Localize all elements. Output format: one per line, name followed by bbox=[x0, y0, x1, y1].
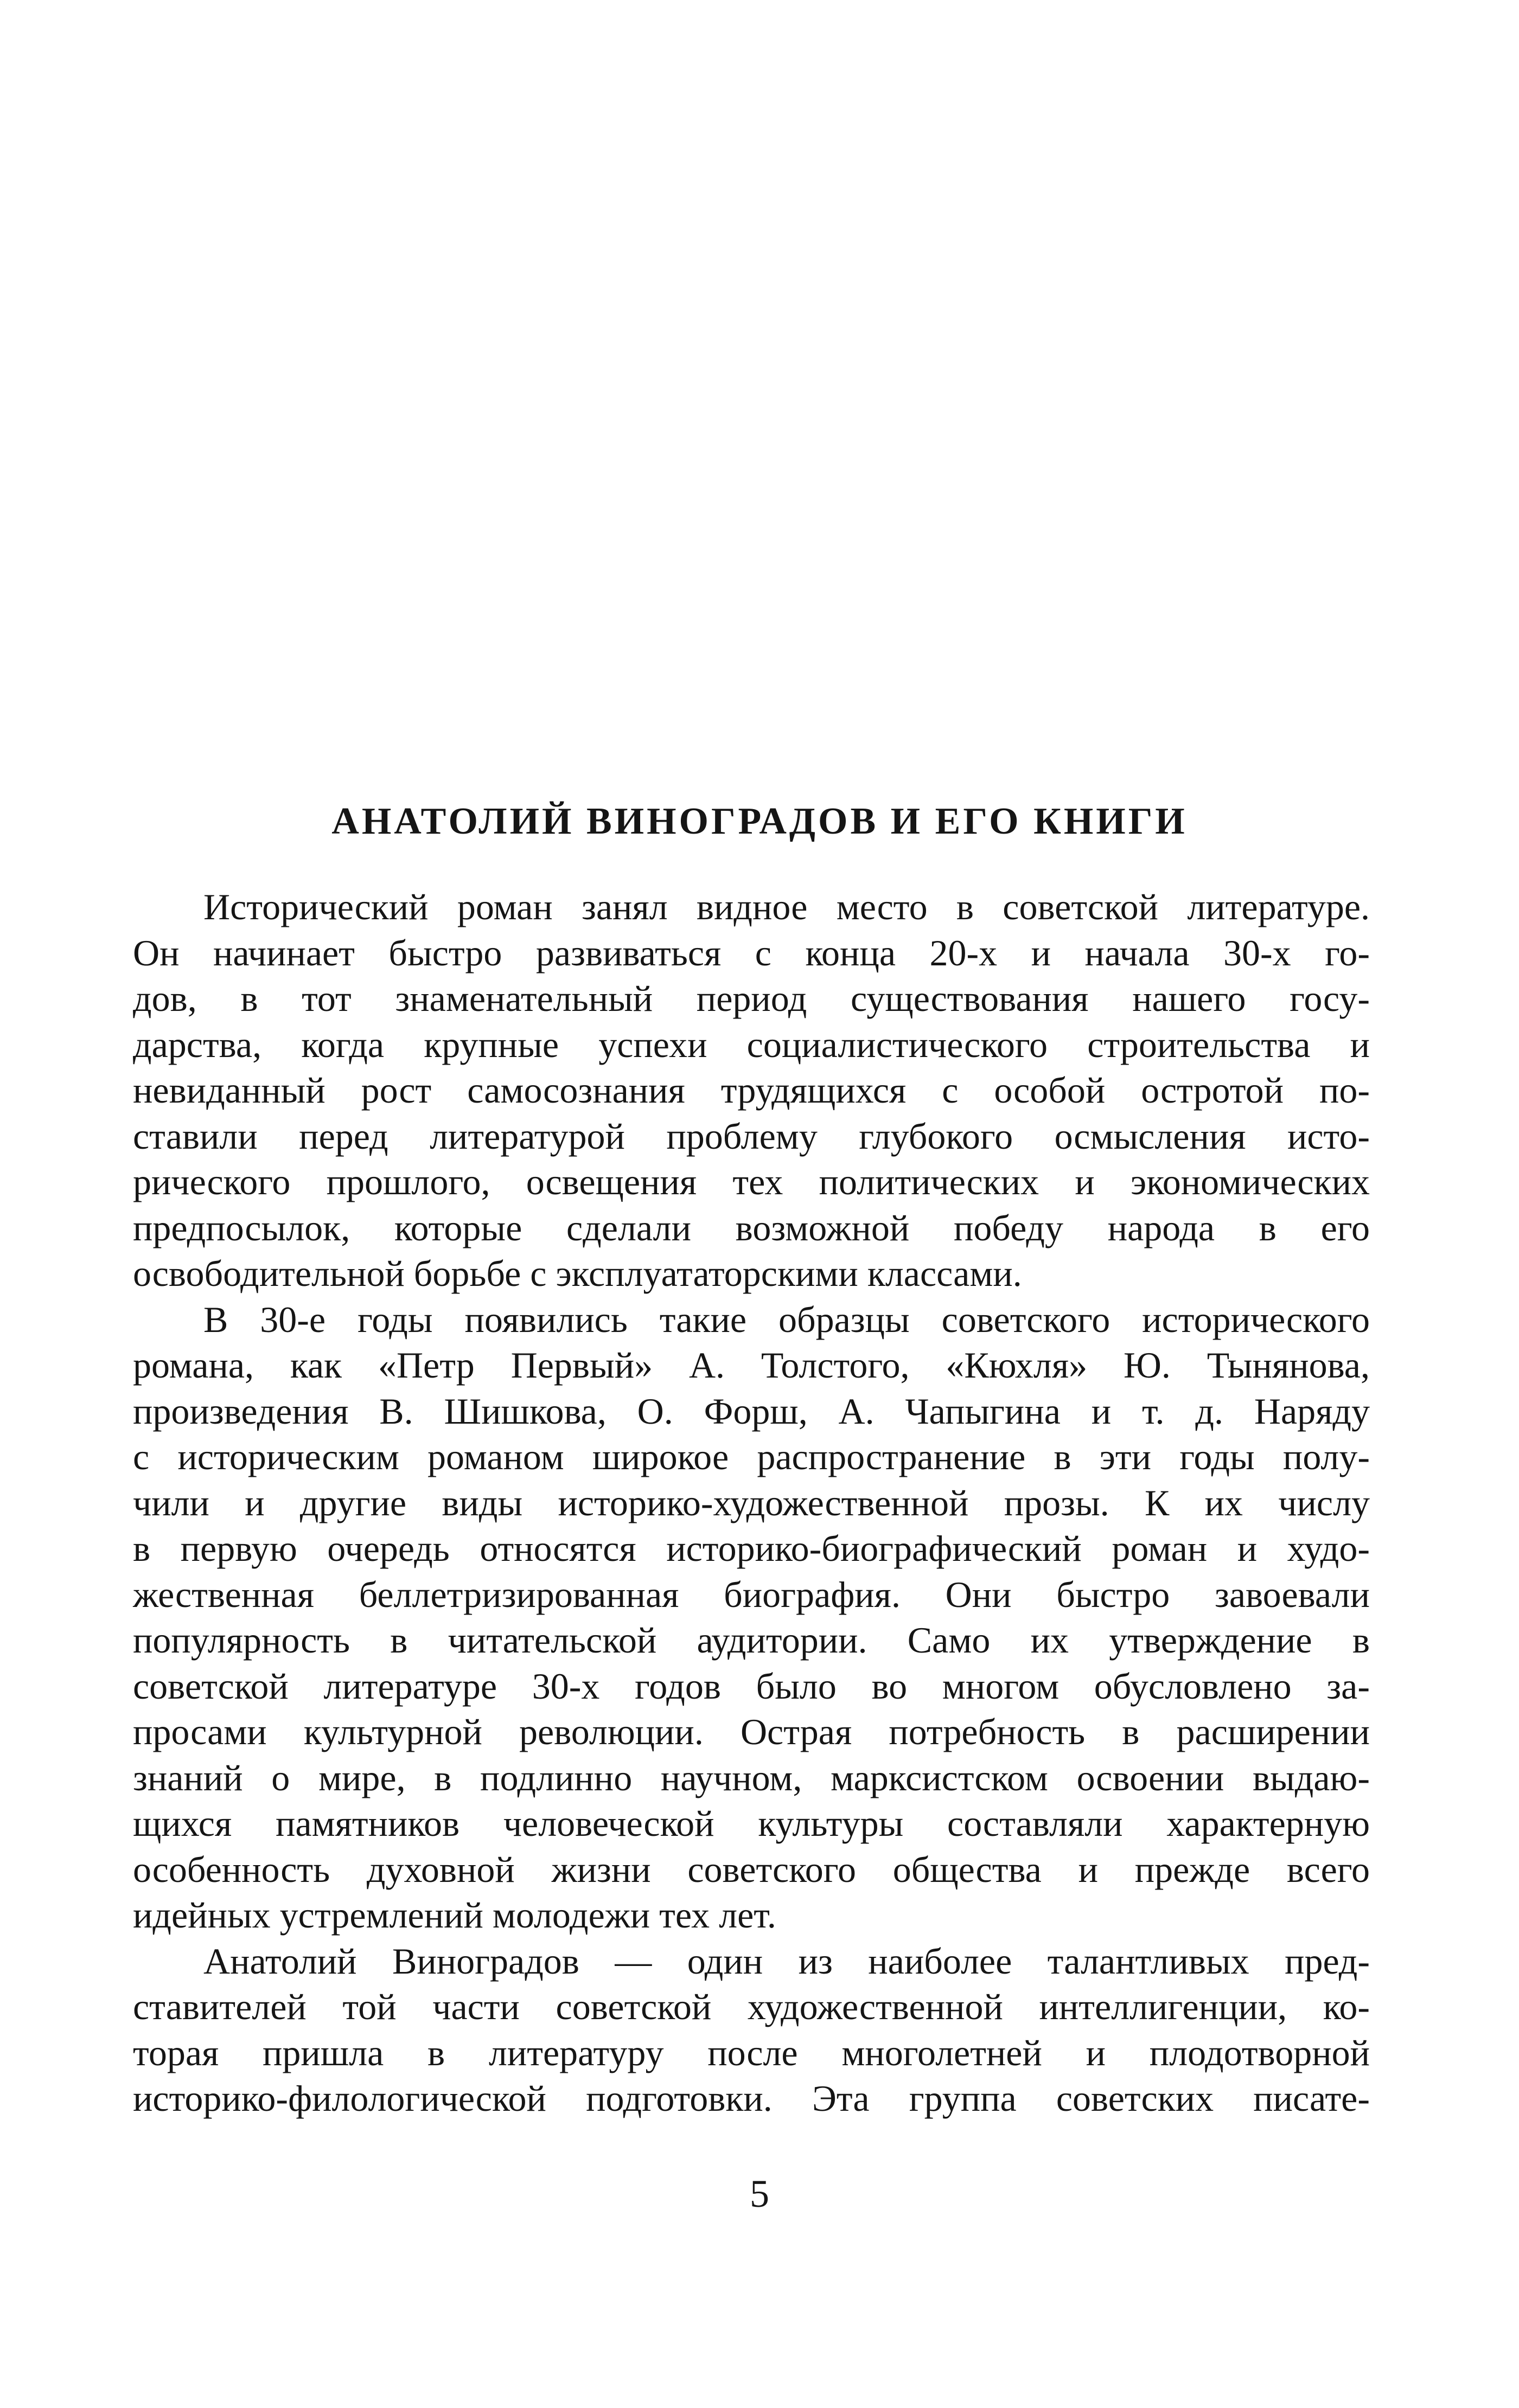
text-line: в первую очередь относятся историко-биографический роман и худо- bbox=[133, 1528, 1370, 1569]
text-line: В 30-е годы появились такие образцы советского исторического bbox=[203, 1298, 1370, 1340]
paragraph bbox=[133, 884, 1370, 1297]
text-line: особенность духовной жизни советского общества и прежде всего bbox=[133, 1848, 1370, 1890]
text-line: предпосылок, которые сделали возможной победу народа в его bbox=[133, 1207, 1370, 1248]
text-line: щихся памятников человеческой культуры составляли характерную bbox=[133, 1803, 1370, 1844]
text-line: Анатолий Виноградов — один из наиболее талантливых пред- bbox=[203, 1940, 1370, 1982]
text-line: чили и другие виды историко-художественной прозы. К их числу bbox=[133, 1482, 1370, 1523]
text-line: романа, как «Петр Первый» А. Толстого, «Кюхля» Ю. Тынянова, bbox=[133, 1344, 1370, 1386]
page-number: 5 bbox=[750, 2172, 769, 2215]
text-line: советской литературе 30-х годов было во многом обусловлено за- bbox=[133, 1665, 1370, 1707]
text-line: произведения В. Шишкова, О. Форш, А. Чапыгина и т. д. Наряду bbox=[133, 1390, 1370, 1432]
text-line: ставили перед литературой проблему глубокого осмысления исто- bbox=[133, 1115, 1370, 1157]
text-line: идейных устремлений молодежи тех лет. bbox=[133, 1894, 776, 1936]
text-line: жественная беллетризированная биография. Они быстро завоевали bbox=[133, 1573, 1370, 1615]
text-line: освободительной борьбе с эксплуататорскими классами. bbox=[133, 1253, 1022, 1294]
paragraph bbox=[133, 1297, 1370, 1938]
body-text bbox=[133, 884, 1370, 2122]
text-line: дарства, когда крупные успехи социалистического строительства и bbox=[133, 1023, 1370, 1065]
text-line: Он начинает быстро развиваться с конца 20-х и начала 30-х го- bbox=[133, 932, 1370, 974]
paragraph bbox=[133, 1938, 1370, 2122]
text-line: невиданный рост самосознания трудящихся с особой остротой по- bbox=[133, 1069, 1370, 1111]
text-line: рического прошлого, освещения тех политических и экономических bbox=[133, 1161, 1370, 1202]
text-line: популярность в читательской аудитории. Само их утверждение в bbox=[133, 1619, 1370, 1661]
text-line: просами культурной революции. Острая потребность в расширении bbox=[133, 1711, 1370, 1752]
text-line: с историческим романом широкое распространение в эти годы полу- bbox=[133, 1436, 1370, 1477]
text-line: ставителей той части советской художественной интеллигенции, ко- bbox=[133, 1986, 1370, 2027]
text-line: торая пришла в литературу после многолетней и плодотворной bbox=[133, 2032, 1370, 2073]
text-line: Исторический роман занял видное место в советской литературе. bbox=[203, 886, 1370, 927]
text-line: дов, в тот знаменательный период существования нашего госу- bbox=[133, 978, 1370, 1019]
text-line: знаний о мире, в подлинно научном, марксистском освоении выдаю- bbox=[133, 1757, 1370, 1798]
text-line: историко-филологической подготовки. Эта группа советских писате- bbox=[133, 2078, 1370, 2119]
chapter-title: АНАТОЛИЙ ВИНОГРАДОВ И ЕГО КНИГИ bbox=[331, 800, 1188, 842]
